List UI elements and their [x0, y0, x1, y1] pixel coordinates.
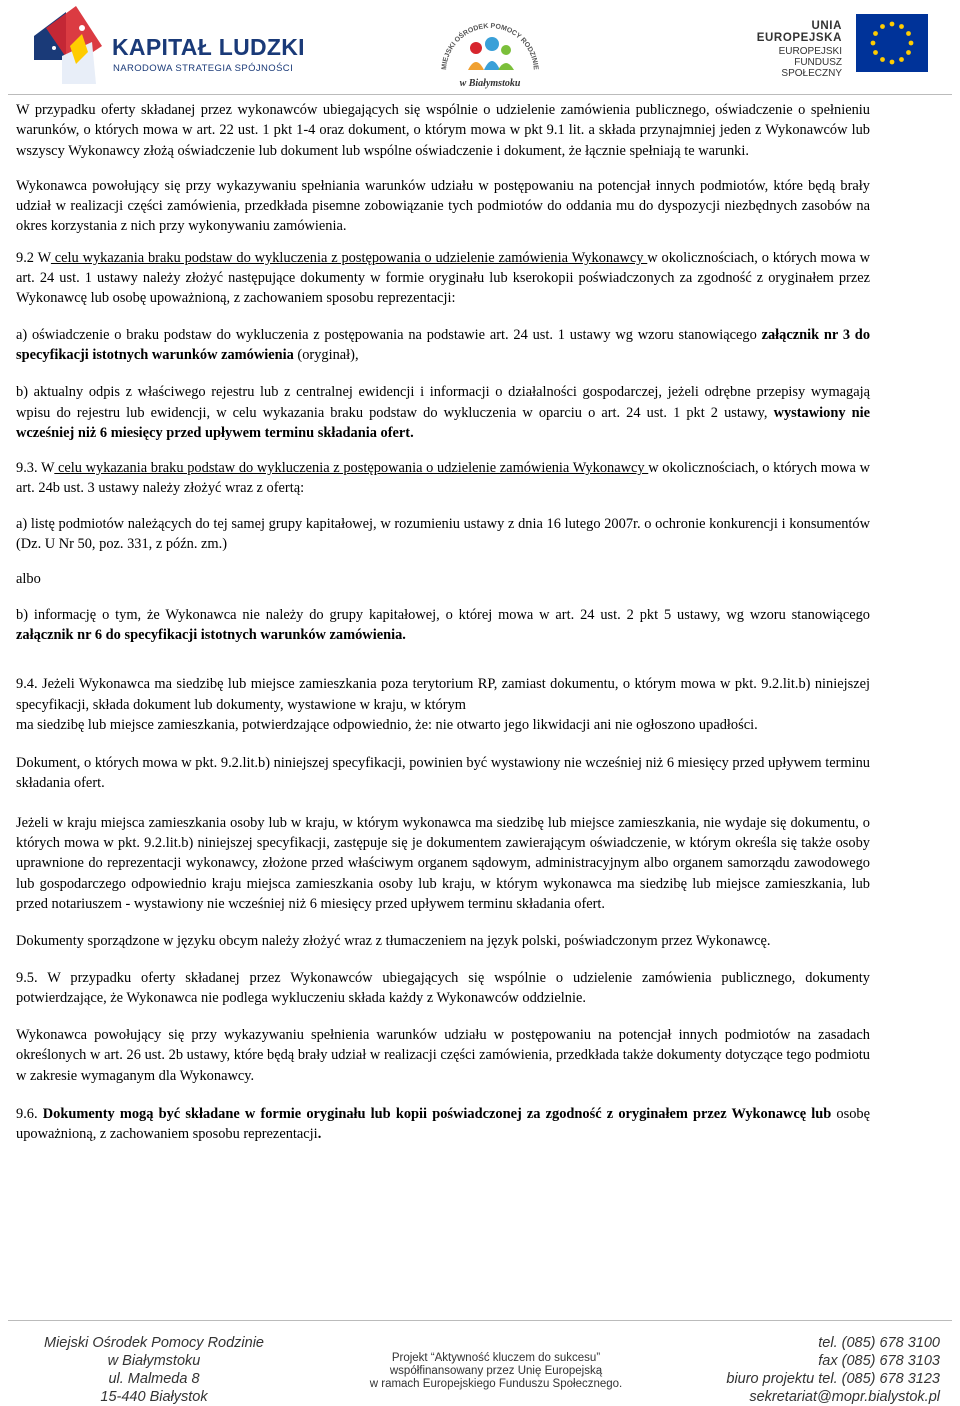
paragraph-9-5: 9.5. W przypadku oferty składanej przez Wykonawców ubiegających się wspólnie o udzielenie zamówienia publicznego, dokumenty potwierdzające, że Wykonawca nie podlega wykluczeniu składa każdy z Wykonawców oddzielnie. — [16, 969, 870, 1006]
page-footer — [0, 1320, 960, 1406]
footer-project-info: Projekt “Aktywność kluczem do sukcesu” współfinansowany przez Unię Europejską w ramach Europejskiego Funduszu Społecznego. — [369, 1352, 623, 1390]
page-header — [0, 0, 960, 95]
mopr-emblem-icon — [436, 10, 544, 90]
paragraph-9-6: 9.6. Dokumenty mogą być składane w formie oryginału lub kopii poświadczonej za zgodność z oryginałem przez Wykonawcę lub osobę upoważnioną, z zachowaniem sposobu reprezentacji. — [16, 1105, 870, 1143]
paragraph-9-3-a: a) listę podmiotów należących do tej samej grupy kapitałowej, w rozumieniu ustawy z dnia 16 lutego 2007r. o ochronie konkurencji i konsumentów (Dz. U Nr 50, poz. 331, z późn. zm.) — [16, 515, 870, 553]
paragraph-albo: albo — [16, 571, 41, 588]
eu-line-1: UNIA EUROPEJSKA — [756, 20, 842, 44]
paragraph-9-2: 9.2 W celu wykazania braku podstaw do wykluczenia z postępowania o udzielenie zamówienia Wykonawcy w okolicznościach, o których mowa w art. 24 ust. 1 ustawy należy złożyć następujące dokumenty w formie oryginału lub kserokopii poświadczonych za zgodność z oryginałem przez Wykonawcę lub osobę upoważnioną, z zachowaniem sposobu reprezentacji: — [16, 249, 870, 307]
eu-line-2: EUROPEJSKI — [778, 46, 842, 57]
paragraph-replacement-document: Jeżeli w kraju miejsca zamieszkania osoby lub w kraju, w którym wykonawca ma siedzibę lub miejsce zamieszkania, nie wydaje się dokumentu, o których mowa w pkt. 9.2.lit.b) niniejszej specyfikacji, zastępuje się je dokumentem zawierającym oświadczenie, w którym określa się także osoby uprawnione do reprezentacji wykonawcy, złożone przed właściwym organem sądowym, administracyjnym albo organem samorządu zawodowego lub gospodarczego odpowiednio kraju miejsca zamieszkania osoby lub kraju, w którym wykonawca ma siedzibę lub miejsce zamieszkania, lub przed notariuszem - wystawiony nie wcześniej niż 6 miesięcy przed upływem terminu składania ofert. — [16, 814, 870, 912]
eu-flag-icon — [856, 14, 928, 72]
footer-contact: tel. (085) 678 3100 fax (085) 678 3103 biuro projektu tel. (085) 678 3123 sekretariat@mopr.bialystok.pl — [726, 1335, 940, 1405]
mopr-logo — [436, 10, 544, 90]
paragraph-9-3-b: b) informację o tym, że Wykonawca nie należy do grupy kapitałowej, o której mowa w art. 24 ust. 2 pkt 5 ustawy, wg wzoru stanowiącego załącznik nr 6 do specyfikacji istotnych warunków zamówienia. — [16, 606, 870, 643]
eu-line-3: FUNDUSZ SPOŁECZNY — [781, 57, 842, 79]
paragraph-translation: Dokumenty sporządzone w języku obcym należy złożyć wraz z tłumaczeniem na język polski, poświadczonym przez Wykonawcę. — [16, 933, 771, 950]
kapital-ludzki-flag-icon — [32, 6, 108, 84]
paragraph-third-party-documents: Wykonawca powołujący się przy wykazywaniu spełnienia warunków udziału w postępowaniu na potencjał innych podmiotów na zasadach określonych w art. 26 ust. 2b ustawy, które będą brały udział w realizacji części zamówienia, przedkłada także dokumenty dotyczące tego podmiotu w zakresie wymaganym dla Wykonawcy. — [16, 1027, 870, 1084]
kapital-ludzki-logo — [32, 6, 305, 86]
footer-divider — [8, 1320, 952, 1321]
paragraph-9-2-a: a) oświadczenie o braku podstaw do wykluczenia z postępowania na podstawie art. 24 ust. 1 ustawy wg wzoru stanowiącego załącznik nr 3 do specyfikacji istotnych warunków zamówienia (oryginał), — [16, 326, 871, 363]
mopr-city-text: w Białymstoku — [459, 78, 521, 89]
mopr-arc-text: MIEJSKI OŚRODEK POMOCY RODZINIE — [440, 22, 539, 71]
paragraph-document-validity: Dokument, o których mowa w pkt. 9.2.lit.b) niniejszej specyfikacji, powinien być wystawiony nie wcześniej niż 6 miesięcy przed upływem terminu składania ofert. — [16, 755, 870, 792]
paragraph-9-2-b: b) aktualny odpis z właściwego rejestru lub z centralnej ewidencji i informacji o działalności gospodarczej, jeżeli odrębne przepisy wymagają wpisu do rejestru lub ewidencji, w celu wykazania braku podstaw do wykluczenia w oparciu o art. 24 ust. 1 pkt 2 ustawy, wystawiony nie wcześniej niż 6 miesięcy przed upływem terminu składania ofert. — [16, 384, 870, 441]
kapital-ludzki-title: KAPITAŁ LUDZKI — [112, 34, 305, 60]
paragraph-9-3: 9.3. W celu wykazania braku podstaw do wykluczenia z postępowania o udzielenie zamówienia Wykonawcy w okolicznościach, o których mowa w art. 24b ust. 3 ustawy należy złożyć wraz z ofertą: — [16, 460, 870, 497]
kapital-ludzki-subtitle: NARODOWA STRATEGIA SPÓJNOŚCI — [113, 63, 294, 74]
paragraph-9-4: 9.4. Jeżeli Wykonawca ma siedzibę lub miejsce zamieszkania poza terytorium RP, zamiast dokumentu, o którym mowa w pkt. 9.2.lit.b) niniejszej specyfikacji, składa dokument lub dokumenty, wystawione w kraju, w którym ma siedzibę lub miejsce zamieszkania, potwierdzające odpowiednio, że: nie otwarto jego likwidacji ani nie ogłoszono upadłości. — [16, 676, 870, 733]
paragraph-third-party-resources: Wykonawca powołujący się przy wykazywaniu spełniania warunków udziału w postępowaniu na potencjał innych podmiotów, które będą brały udział w realizacji części zamówienia, przedkłada pisemne zobowiązanie tych podmiotów do oddania mu do dyspozycji niezbędnych zasobów na okres korzystania z nich przy wykonywaniu zamówienia. — [16, 177, 870, 235]
document-body — [16, 100, 870, 1145]
header-divider — [8, 94, 952, 95]
footer-address: Miejski Ośrodek Pomocy Rodzinie w Białymstoku ul. Malmeda 8 15-440 Białystok — [44, 1335, 264, 1405]
paragraph-joint-offer: W przypadku oferty składanej przez wykonawców ubiegających się wspólnie o udzielenie zamówienia publicznego, oświadczenie o spełnieniu warunków, o których mowa w art. 22 ust. 1 pkt 1-4 oraz dokument, o którym mowa w pkt 9.1 lit. a składa przynajmniej jeden z Wykonawców lub wszyscy Wykonawcy złożą oświadczenie lub dokument lub wspólne oświadczenie i dokument, że łącznie spełniają te warunki. — [16, 102, 870, 159]
eu-logo — [734, 14, 934, 79]
